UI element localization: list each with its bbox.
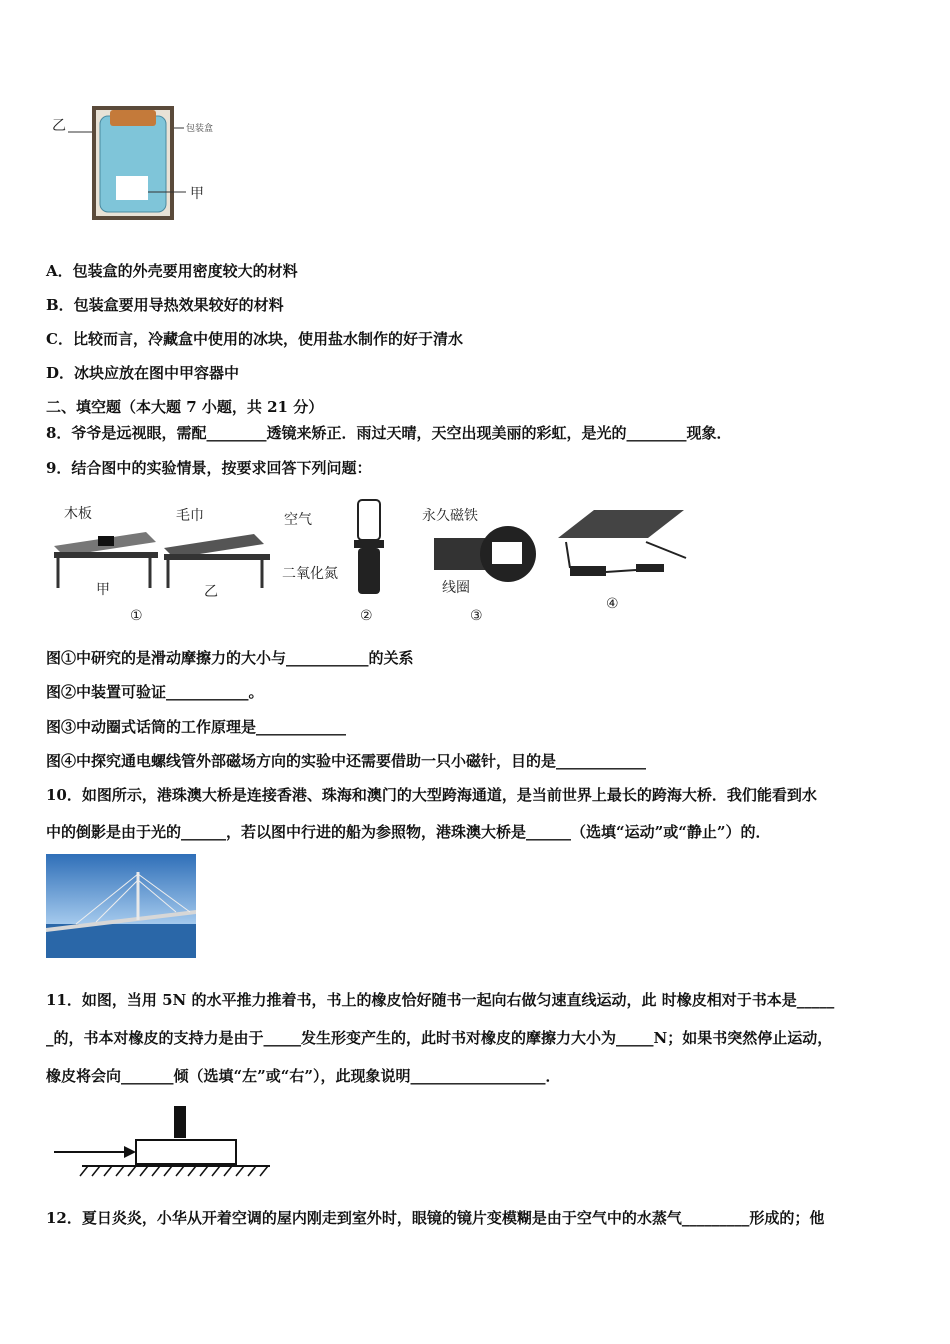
book-eraser-figure [46,1100,286,1180]
question-9-line4: 图④中探究通电螺线管外部磁场方向的实验中还需要借助一只小磁针，目的是____________ [46,752,647,770]
question-8: 8．爷爷是远视眼，需配________透镜来矫正．雨过天晴，天空出现美丽的彩虹，是光的________现象． [46,424,732,442]
label-kong-qi: 空气 [284,512,312,528]
option-c: C．比较而言，冷藏盒中使用的冰块，使用盐水制作的好于清水 [46,330,463,348]
label-mao-jin: 毛巾 [176,508,204,524]
label-yi-1: 乙 [204,584,218,600]
question-9-line3: 图③中动圈式话筒的工作原理是____________ [46,718,347,736]
question-9-line1: 图①中研究的是滑动摩擦力的大小与___________的关系 [46,649,414,667]
section-title: 二、填空题（本大题 7 小题，共 21 分） [46,398,324,416]
label-n2: ② [360,608,373,624]
label-jia: 甲 [190,186,204,202]
question-12-line1: 12．夏日炎炎，小华从开着空调的屋内刚走到室外时，眼镜的镜片变模糊是由于空气中的水蒸气_________形成的；他 [46,1209,825,1227]
label-n4: ④ [606,596,619,612]
option-d: D．冰块应放在图中甲容器中 [46,364,240,382]
cooler-box-figure [46,96,236,226]
label-yi: 乙 [52,118,66,134]
label-yong-jiu-ci-tie: 永久磁铁 [422,508,478,524]
label-er-yang-hua-dan: 二氧化氮 [282,566,338,582]
question-11-line1: 11．如图，当用 5N 的水平推力推着书，书上的橡皮恰好随书一起向右做匀速直线运动，此 时橡皮相对于书本是_____ [46,991,835,1009]
question-9-stem: 9．结合图中的实验情景，按要求回答下列问题： [46,459,372,477]
option-a: A．包装盒的外壳要用密度较大的材料 [46,262,298,280]
option-b: B．包装盒要用导热效果较好的材料 [46,296,284,314]
question-10-line1: 10．如图所示，港珠澳大桥是连接香港、珠海和澳门的大型跨海通道，是当前世界上最长的跨海大桥．我们能看到水 [46,786,817,804]
question-11-line3: 橡皮将会向_______倾（选填“左”或“右”），此现象说明__________________． [46,1067,561,1085]
label-n3: ③ [470,608,483,624]
bridge-photo [46,854,196,958]
label-box: 包装盒 [186,124,214,134]
question-9-line2: 图②中装置可验证___________。 [46,683,264,701]
experiment-figures [46,498,696,630]
label-jia-1: 甲 [96,582,110,598]
label-xian-quan: 线圈 [442,580,470,596]
label-n1: ① [130,608,143,624]
question-11-line2: _的，书本对橡皮的支持力是由于_____发生形变产生的，此时书对橡皮的摩擦力大小为_____N；如果书突然停止运动， [46,1029,833,1047]
question-10-line2: 中的倒影是由于光的______，若以图中行进的船为参照物，港珠澳大桥是______（选填“运动”或“静止”）的． [46,823,771,841]
label-mu-ban: 木板 [64,506,92,522]
